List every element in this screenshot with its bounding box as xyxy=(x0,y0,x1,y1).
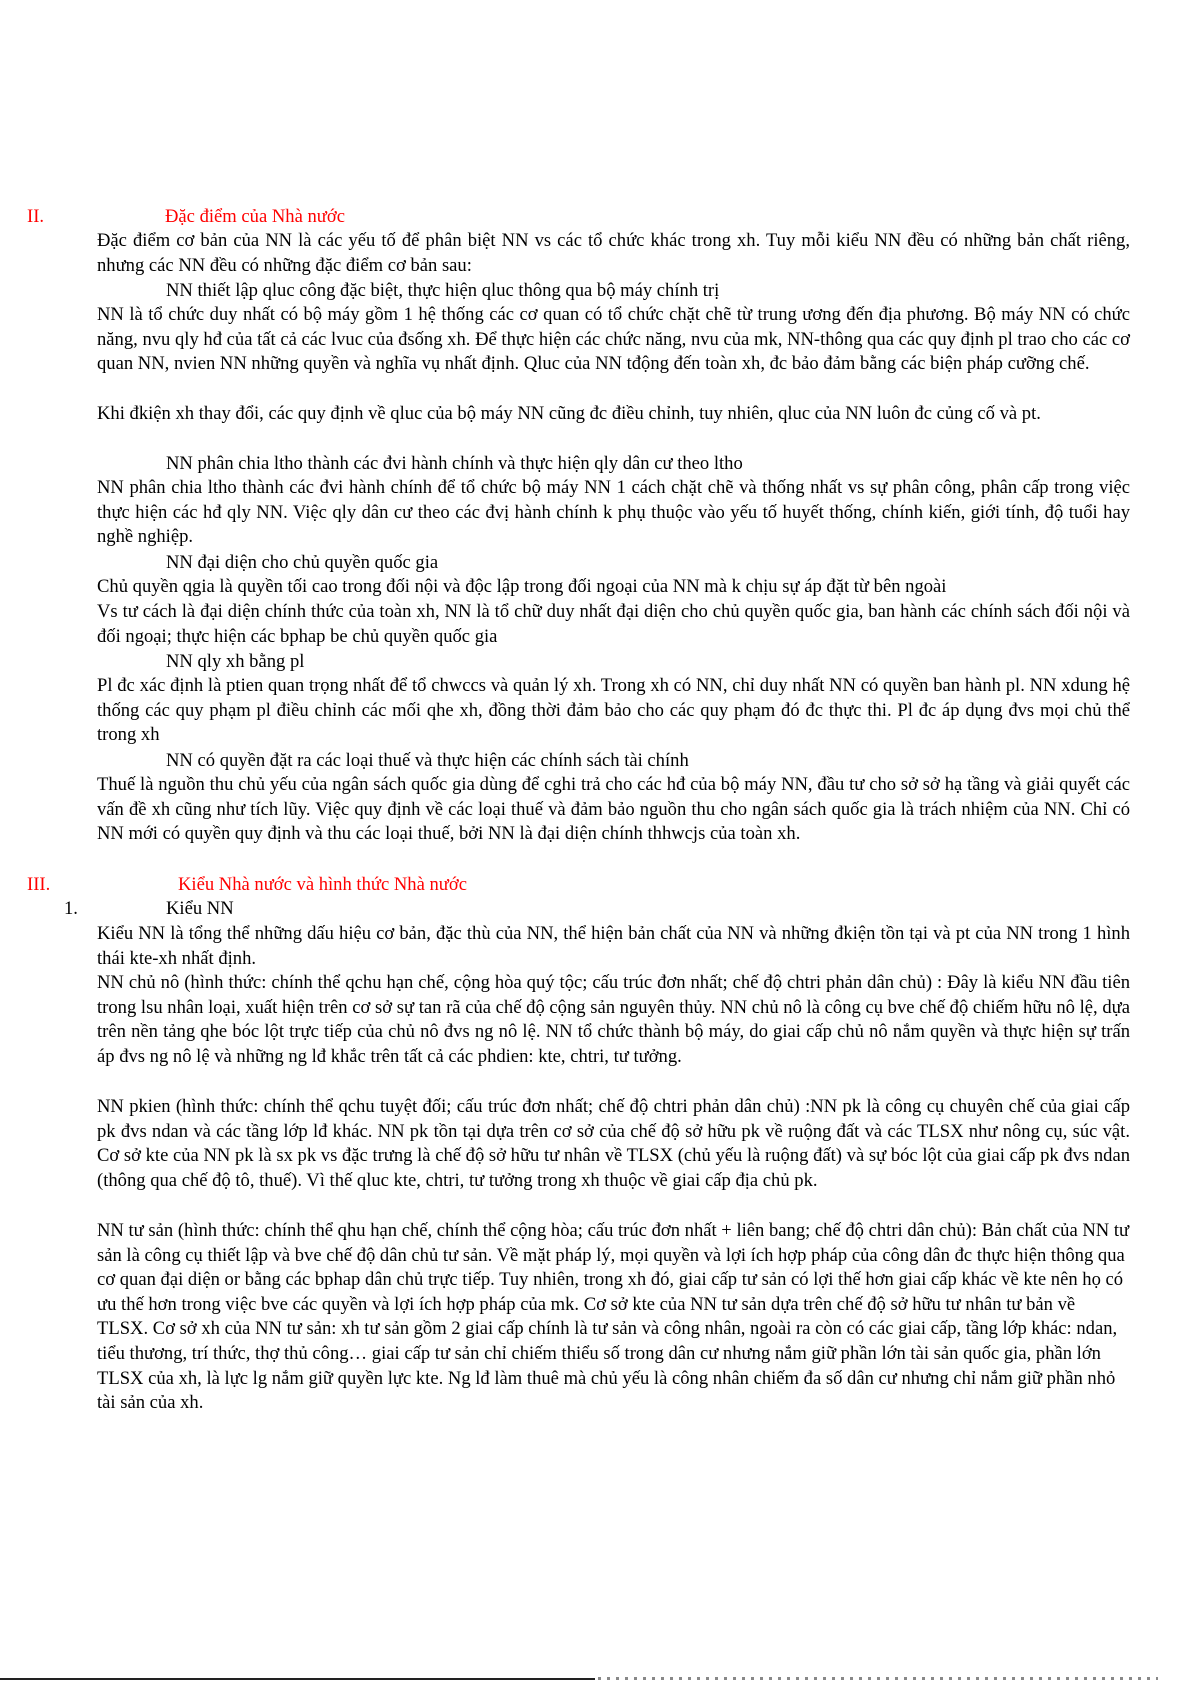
paragraph-kieu-nn: Kiểu NN là tổng thể những dấu hiệu cơ bản, đặc thù của NN, thể hiện bản chất của NN và những đkiện tồn tại và pt của NN trong 1 hình thái kte-xh nhất định. xyxy=(97,923,1130,969)
paragraph-qluc-2: Khi đkiện xh thay đổi, các quy định về qluc của bộ máy NN cũng đc điều chỉnh, tuy nhiên, qluc của NN luôn đc củng cố và pt. xyxy=(97,403,1041,424)
paragraph-chu-quyen-1: Chủ quyền qgia là quyền tối cao trong đối nội và độc lập trong đối ngoại của NN mà k chịu sự áp đặt từ bên ngoài xyxy=(97,576,947,597)
paragraph-chu-quyen-2: Vs tư cách là đại diện chính thức của toàn xh, NN là tổ chữ duy nhất đại diện cho chủ quyền quốc gia, ban hành các chính sách đối nội và đối ngoại; thực hiện các bphap be chủ quyền quốc gia xyxy=(97,601,1130,647)
paragraph-phap-luat: Pl đc xác định là ptien quan trọng nhất để tổ chwccs và quản lý xh. Trong xh có NN, chỉ duy nhất NN có quyền ban hành pl. NN xdung hệ thống các quy phạm pl điều chỉnh các mối qhe xh, đồng thời đảm bảo cho các quy phạm đó đc thực thi. Pl đc áp dụng đvs mọi chủ thể trong xh xyxy=(97,675,1130,746)
section-number: II. xyxy=(27,206,45,227)
page-bottom-artifact xyxy=(598,1677,1158,1680)
paragraph-nn-phong-kien: NN pkien (hình thức: chính thể qchu tuyệt đối; cấu trúc đơn nhất; chế độ chtri phản dân chủ) :NN pk là công cụ chuyên chế của giai cấp pk đvs ndan và các tầng lớp lđ khác. NN pk tồn tại dựa trên cơ sở của chế độ sở hữu pk về ruộng đất và các TLSX như nông cụ, súc vật. Cơ sở kte của NN pk là sx pk vs đặc trưng là chế độ sở hữu tư nhân về TLSX (chủ yếu là ruộng đất) và sự bóc lột của giai cấp pk đvs ndan (thông qua chế độ tô, thuế). Vì thế qluc kte, chtri, tư tưởng trong xh thuộc về giai cấp địa chủ pk. xyxy=(97,1096,1130,1191)
paragraph-nn-tu-san: NN tư sản (hình thức: chính thể qhu hạn chế, chính thể cộng hòa; cấu trúc đơn nhất + liên bang; chế độ chtri dân chủ): Bản chất của NN tư sản là công cụ thiết lập và bve chế độ dân chủ tư sản. Về mặt pháp lý, mọi quyền và lợi ích hợp pháp của công dân đc thực hiện thông qua cơ quan đại diện or bằng các bphap dân chủ trực tiếp. Tuy nhiên, trong xh đó, giai cấp tư sản có lợi thế hơn giai cấp khác về kte nên họ có ưu thế hơn trong việc bve các quyền và lợi ích hợp pháp của mk. Cơ sở kte của NN tư sản dựa trên chế độ sở hữu tư nhân tư bản về TLSX. Cơ sở xh của NN tư sản: xh tư sản gồm 2 giai cấp chính là tư sản và công nhân, ngoài ra còn có các giai cấp, tầng lớp khác: ndan, tiểu thương, trí thức, thợ thủ công… giai cấp tư sản chỉ chiếm thiểu số trong dân cư nhưng nắm giữ phần lớn tài sản quốc gia, phần lớn TLSX của xh, là lực lg nắm giữ quyền lực kte. Ng lđ làm thuê mà chủ yếu là công nhân chiếm đa số dân cư nhưng chỉ nắm giữ phần nhỏ tài sản của xh. xyxy=(97,1220,1130,1414)
section-title: Kiểu Nhà nước và hình thức Nhà nước xyxy=(178,874,467,895)
subheading-lanh-tho: NN phân chia ltho thành các đvi hành chính và thực hiện qly dân cư theo ltho xyxy=(166,453,743,474)
paragraph-lanh-tho: NN phân chia ltho thành các đvi hành chính để tổ chức bộ máy NN 1 cách chặt chẽ và thống nhất vs sự phân công, phân cấp trong việc thực hiện các hđ qly NN. Việc qly dân cư theo các đvị hành chính k phụ thuộc vào yếu tố huyết thống, chính kiến, giới tính, độ tuổi hay nghề nghiệp. xyxy=(97,477,1130,548)
paragraph-thue: Thuế là nguồn thu chủ yếu của ngân sách quốc gia dùng để cghi trả cho các hđ của bộ máy NN, đầu tư cho sở sở hạ tầng và giải quyết các vấn đề xh cũng như tích lũy. Việc quy định về các loại thuế và đảm bảo nguồn thu cho ngân sách quốc gia là trách nhiệm của NN. Chỉ có NN mới có quyền quy định và thu các loại thuế, bởi NN là đại diện chính thhwcjs của toàn xh. xyxy=(97,774,1130,845)
paragraph-nn-chu-no: NN chủ nô (hình thức: chính thể qchu hạn chế, cộng hòa quý tộc; cấu trúc đơn nhất; chế độ chtri phản dân chủ) : Đây là kiểu NN đầu tiên trong lsu nhân loại, xuất hiện trên cơ sở sự tan rã của chế độ cộng sản nguyên thủy. NN chủ nô là công cụ bve chế độ chiếm hữu nô lệ, dựa trên nền tảng qhe bóc lột trực tiếp của chủ nô đvs ng nô lệ. NN tổ chức thành bộ máy, do giai cấp chủ nô nắm quyền và thực hiện sự trấn áp đvs ng nô lệ và những ng lđ khắc trên tất cả các phdien: kte, chtri, tư tưởng. xyxy=(97,972,1130,1067)
subheading-chu-quyen: NN đại diện cho chủ quyền quốc gia xyxy=(166,552,439,573)
item-title: Kiểu NN xyxy=(166,898,234,919)
page-bottom-rule xyxy=(0,1678,595,1680)
section-title: Đặc điểm của Nhà nước xyxy=(165,206,345,227)
numbered-item-1 xyxy=(64,897,234,922)
section-number: III. xyxy=(27,874,51,895)
paragraph-intro: Đặc điểm cơ bản của NN là các yếu tố để phân biệt NN vs các tổ chức khác trong xh. Tuy mỗi kiểu NN đều có những bản chất riêng, nhưng các NN đều có những đặc điểm cơ bản sau: xyxy=(97,230,1130,276)
paragraph-qluc-1: NN là tổ chức duy nhất có bộ máy gồm 1 hệ thống các cơ quan có tổ chức chặt chẽ từ trung ương đến địa phương. Bộ máy NN có chức năng, nvu qly hđ của tất cả các lvuc của đsống xh. Để thực hiện các chức năng, nvu của mk, NN-thông qua các quy định pl trao cho các cơ quan NN, nvien NN những quyền và nghĩa vụ nhất định. Qluc của NN tđộng đến toàn xh, đc bảo đảm bằng các biện pháp cưỡng chế. xyxy=(97,304,1130,375)
subheading-phap-luat: NN qly xh bằng pl xyxy=(166,651,305,672)
item-number: 1. xyxy=(64,898,78,919)
subheading-qluc: NN thiết lập qluc công đặc biệt, thực hiện qluc thông qua bộ máy chính trị xyxy=(166,280,720,301)
subheading-thue: NN có quyền đặt ra các loại thuế và thực hiện các chính sách tài chính xyxy=(166,750,689,771)
